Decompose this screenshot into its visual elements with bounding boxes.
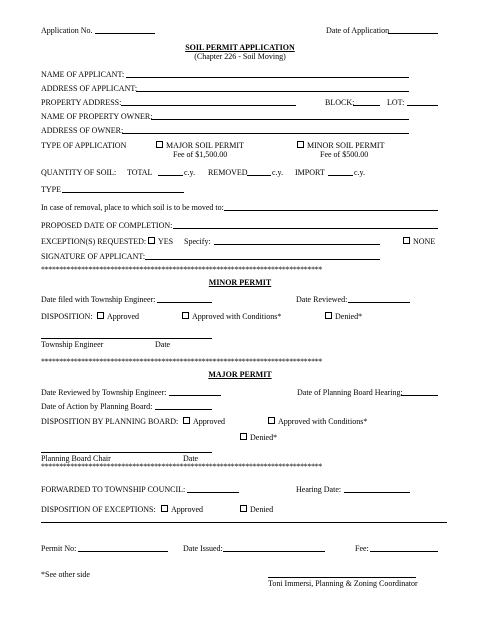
checkbox-icon[interactable] <box>161 505 168 512</box>
property-address-label: PROPERTY ADDRESS: <box>41 98 122 107</box>
major-approved-conditions-option[interactable]: Approved with Conditions* <box>268 417 367 426</box>
fee-field[interactable] <box>370 551 438 552</box>
property-address-field[interactable] <box>121 105 296 106</box>
applicant-name-label: NAME OF APPLICANT: <box>41 70 125 79</box>
checkbox-icon[interactable] <box>148 237 155 244</box>
major-fee: Fee of $1,500.00 <box>173 150 228 159</box>
block-field[interactable] <box>353 105 380 106</box>
minor-date-filed-field[interactable] <box>157 302 212 303</box>
total-unit: c.y. <box>184 168 196 177</box>
checkbox-icon[interactable] <box>325 312 332 319</box>
removal-place-field[interactable] <box>224 210 438 211</box>
minor-permit-heading: MINOR PERMIT <box>208 278 272 287</box>
chair-date-label: Date <box>183 454 199 463</box>
removal-place-label: In case of removal, place to which soil is to be moved to: <box>41 203 224 212</box>
exceptions-label: EXCEPTION(S) REQUESTED: <box>41 237 147 246</box>
checkbox-icon[interactable] <box>97 312 104 319</box>
checkbox-icon[interactable] <box>240 433 247 440</box>
minor-approved-option[interactable]: Approved <box>97 312 139 321</box>
exceptions-approved-option[interactable]: Approved <box>161 505 203 514</box>
forwarded-council-field[interactable] <box>187 492 239 493</box>
forwarded-council-label: FORWARDED TO TOWNSHIP COUNCIL: <box>41 485 186 494</box>
horizontal-rule <box>41 522 447 523</box>
owner-name-label: NAME OF PROPERTY OWNER: <box>41 112 153 121</box>
minor-date-filed-label: Date filed with Township Engineer: <box>41 295 156 304</box>
total-label: TOTAL <box>127 168 153 177</box>
major-disposition-label: DISPOSITION BY PLANNING BOARD: <box>41 417 179 426</box>
separator-stars: ***************************************************************************** <box>41 265 323 274</box>
specify-label: Specify: <box>184 237 211 246</box>
minor-date-reviewed-field[interactable] <box>348 302 410 303</box>
type-label: TYPE <box>41 185 61 194</box>
removed-field[interactable] <box>247 175 271 176</box>
import-field[interactable] <box>328 175 353 176</box>
quantity-label: QUANTITY OF SOIL: <box>41 168 117 177</box>
form-title: SOIL PERMIT APPLICATION <box>185 43 295 52</box>
owner-address-field[interactable] <box>122 133 409 134</box>
engineer-signature-field[interactable] <box>41 338 212 339</box>
completion-date-label: PROPOSED DATE OF COMPLETION: <box>41 221 173 230</box>
major-approved-option[interactable]: Approved <box>183 417 225 426</box>
minor-approved-conditions-option[interactable]: Approved with Conditions* <box>182 312 281 321</box>
planning-hearing-field[interactable] <box>401 395 438 396</box>
removed-unit: c.y. <box>272 168 284 177</box>
type-field[interactable] <box>62 192 184 193</box>
application-no-label: Application No. <box>41 26 93 35</box>
exceptions-yes-option[interactable]: YES <box>148 237 173 246</box>
minor-fee: Fee of $500.00 <box>320 150 369 159</box>
lot-field[interactable] <box>407 105 438 106</box>
fee-label: Fee: <box>355 544 369 553</box>
permit-no-label: Permit No: <box>41 544 77 553</box>
hearing-date-label: Hearing Date: <box>296 485 342 494</box>
see-other-side-note: *See other side <box>41 570 90 579</box>
permit-no-field[interactable] <box>78 551 168 552</box>
completion-date-field[interactable] <box>173 228 438 229</box>
removed-label: REMOVED <box>208 168 248 177</box>
disposition-exceptions-label: DISPOSITION OF EXCEPTIONS: <box>41 505 156 514</box>
application-type-label: TYPE OF APPLICATION <box>41 141 127 150</box>
checkbox-icon[interactable] <box>183 417 190 424</box>
major-date-reviewed-label: Date Reviewed by Township Engineer: <box>41 388 167 397</box>
separator-stars: ***************************************************************************** <box>41 357 323 366</box>
major-permit-heading: MAJOR PERMIT <box>208 370 272 379</box>
lot-label: LOT: <box>387 98 405 107</box>
coordinator-signature-field[interactable] <box>268 577 416 578</box>
separator-stars: ***************************************************************************** <box>41 462 323 471</box>
block-label: BLOCK: <box>325 98 355 107</box>
minor-disposition-label: DISPOSITION: <box>41 312 93 321</box>
date-issued-field[interactable] <box>223 551 325 552</box>
date-of-application-label: Date of Application <box>326 26 390 35</box>
engineer-date-label: Date <box>155 340 171 349</box>
owner-name-field[interactable] <box>151 119 409 120</box>
checkbox-icon[interactable] <box>240 505 247 512</box>
checkbox-icon[interactable] <box>182 312 189 319</box>
total-field[interactable] <box>158 175 183 176</box>
import-label: IMPORT <box>295 168 325 177</box>
action-date-label: Date of Action by Planning Board: <box>41 402 153 411</box>
coordinator-name: Toni Immersi, Planning & Zoning Coordinator <box>268 579 418 588</box>
major-date-reviewed-field[interactable] <box>169 395 221 396</box>
checkbox-icon[interactable] <box>268 417 275 424</box>
township-engineer-label: Township Engineer <box>41 340 104 349</box>
applicant-address-label: ADDRESS OF APPLICANT: <box>41 84 138 93</box>
exceptions-none-option[interactable]: NONE <box>403 237 435 246</box>
exceptions-denied-option[interactable]: Denied <box>240 505 273 514</box>
action-date-field[interactable] <box>155 409 212 410</box>
form-subtitle: (Chapter 226 - Soil Moving) <box>194 52 286 61</box>
checkbox-icon[interactable] <box>156 141 163 148</box>
application-no-field[interactable] <box>95 33 155 34</box>
major-soil-permit-option[interactable]: MAJOR SOIL PERMIT <box>156 141 244 150</box>
planning-board-chair-label: Planning Board Chair <box>41 454 111 463</box>
signature-label: SIGNATURE OF APPLICANT: <box>41 252 146 261</box>
applicant-address-field[interactable] <box>136 91 409 92</box>
date-issued-label: Date Issued: <box>183 544 223 553</box>
minor-soil-permit-option[interactable]: MINOR SOIL PERMIT <box>297 141 384 150</box>
signature-field[interactable] <box>145 259 380 260</box>
checkbox-icon[interactable] <box>297 141 304 148</box>
owner-address-label: ADDRESS OF OWNER: <box>41 126 124 135</box>
applicant-name-field[interactable] <box>126 77 409 78</box>
specify-field[interactable] <box>214 244 380 245</box>
hearing-date-field[interactable] <box>344 492 410 493</box>
planning-hearing-label: Date of Planning Board Hearing: <box>297 388 403 397</box>
checkbox-icon[interactable] <box>403 237 410 244</box>
major-denied-option[interactable]: Denied* <box>240 433 277 442</box>
minor-date-reviewed-label: Date Reviewed: <box>296 295 348 304</box>
minor-denied-option[interactable]: Denied* <box>325 312 362 321</box>
date-of-application-field[interactable] <box>388 33 438 34</box>
chair-signature-field[interactable] <box>41 452 212 453</box>
import-unit: c.y. <box>354 168 366 177</box>
